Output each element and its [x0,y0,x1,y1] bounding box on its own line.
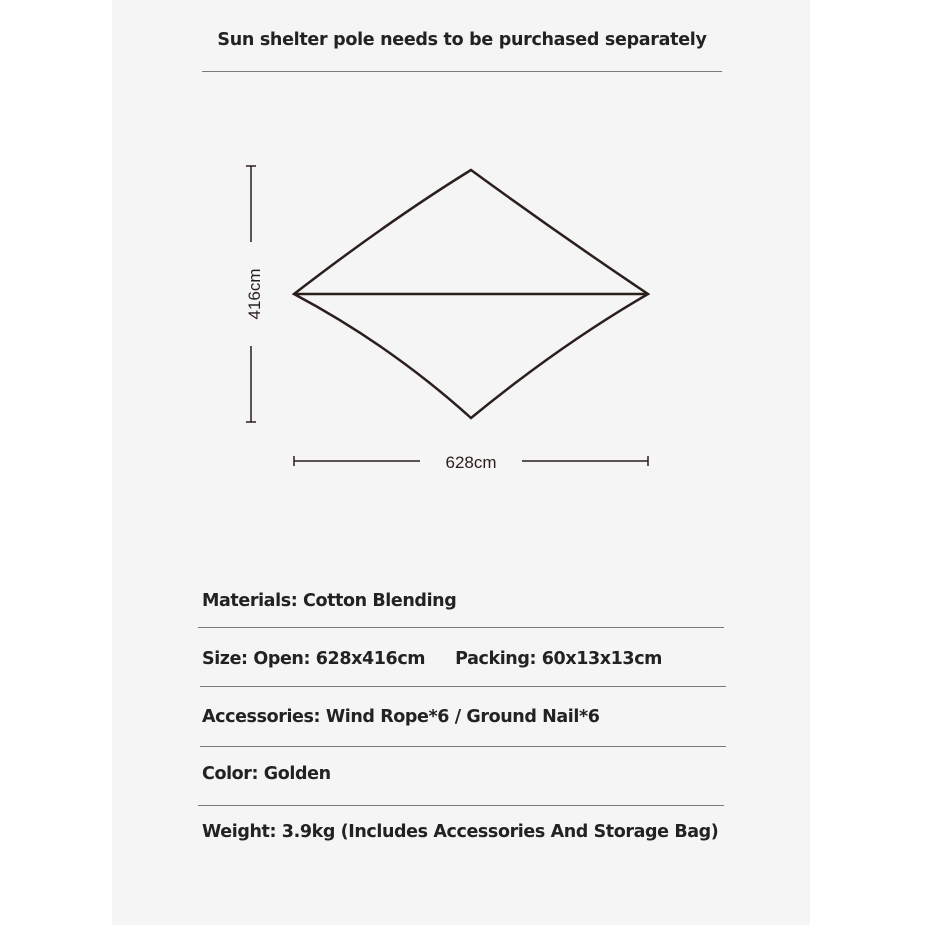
spec-divider [198,627,724,628]
spec-color [202,764,331,784]
spec-weight [202,822,718,842]
tarp-shape [294,170,648,418]
spec-weight-text: Weight: 3.9kg (Includes Accessories And Storage Bag) [202,822,719,842]
spec-size-open-text: Size: Open: 628x416cm [202,649,426,669]
height-label: 416cm [245,268,264,320]
spec-materials-text: Materials: Cotton Blending [202,591,457,611]
spec-accessories-text: Accessories: Wind Rope*6 / Ground Nail*6 [202,707,600,727]
page-title: Sun shelter pole needs to be purchased separately [217,30,707,50]
spec-accessories [202,707,600,727]
width-label: 628cm [445,453,497,472]
spec-color-text: Color: Golden [202,764,331,784]
spec-materials [202,591,456,611]
spec-divider [200,686,726,687]
spec-divider [200,746,726,747]
spec-size [202,649,662,669]
spec-size-packing-text: Packing: 60x13x13cm [455,649,663,669]
spec-divider [198,805,724,806]
